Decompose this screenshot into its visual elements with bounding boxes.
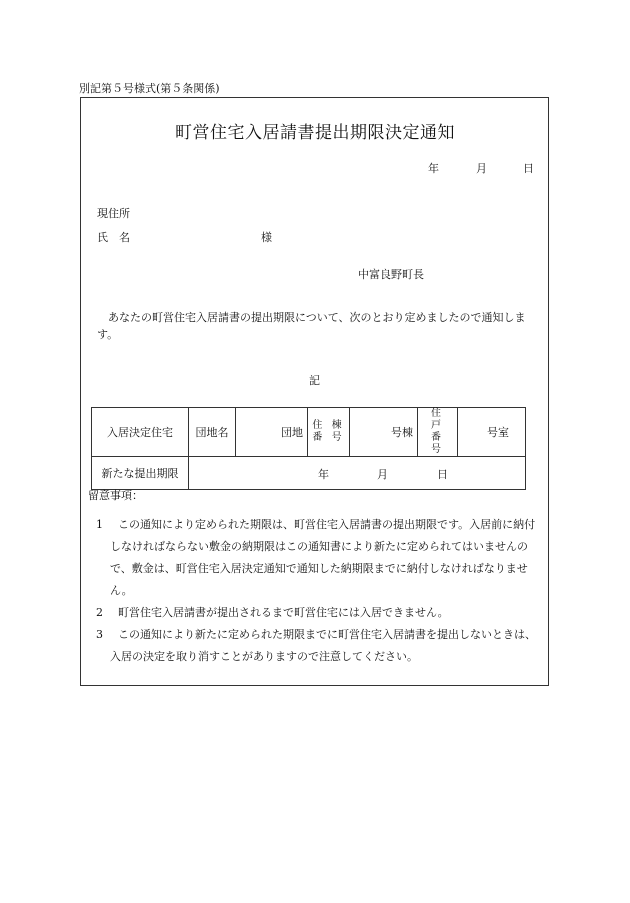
table-row (92, 457, 526, 490)
list-item (96, 514, 546, 602)
list-item (96, 624, 546, 668)
notes-list (96, 514, 546, 668)
date-year-label: 年 (428, 162, 439, 175)
building-suffix: 号棟 (350, 408, 418, 457)
room-suffix: 号室 (458, 408, 526, 457)
housing-info-table (91, 407, 526, 490)
note-number: 1 (96, 518, 103, 531)
unit-number-label (418, 408, 458, 457)
note-text: 町営住宅入居請書が提出されるまで町営住宅には入居できません。 (118, 606, 449, 619)
name-label: 氏 名 (97, 231, 130, 244)
deadline-label-cell: 新たな提出期限 (92, 457, 189, 490)
date-day-label: 日 (523, 162, 534, 175)
deadline-day: 日 (437, 468, 448, 481)
deadline-date-cell (189, 457, 526, 490)
building-number-top: 住 棟 (312, 420, 345, 431)
deadline-year: 年 (318, 468, 329, 481)
building-number-label (308, 408, 350, 457)
address-label: 現住所 (97, 207, 130, 220)
danchi-suffix: 団地 (236, 408, 308, 457)
ki-heading: 記 (309, 374, 320, 387)
deadline-month: 月 (377, 468, 388, 481)
notes-heading: 留意事項： (88, 489, 143, 502)
date-month-label: 月 (476, 162, 487, 175)
note-text: この通知により定められた期限は、町営住宅入居請書の提出期限です。入居前に納付しなければならない敷金の納期限はこの通知書により新たに定められてはいませんので、敷金は、町営住宅入居決定通知で通知した納期限までに納付しなければなりません。 (110, 518, 536, 597)
note-number: 2 (96, 606, 103, 619)
housing-label-cell: 入居決定住宅 (92, 408, 189, 457)
table-row (92, 408, 526, 457)
unit-number-bottom: 番 号 (431, 432, 444, 455)
note-number: 3 (96, 628, 103, 641)
note-text: この通知により新たに定められた期限までに町営住宅入居請書を提出しないときは、入居の決定を取り消すことがありますので注意してください。 (110, 628, 536, 663)
form-number-label: 別記第５号様式(第５条関係) (79, 82, 220, 95)
unit-number-top: 住 戸 (431, 408, 444, 431)
notice-body: あなたの町営住宅入居請書の提出期限について、次のとおり定めましたので通知します。 (97, 311, 526, 341)
building-number-bottom: 番 号 (312, 432, 345, 443)
document-title: 町営住宅入居請書提出期限決定通知 (175, 123, 455, 143)
list-item (96, 602, 546, 624)
honorific-label: 様 (261, 231, 272, 244)
danchi-name-label: 団地名 (189, 408, 236, 457)
sender-name: 中富良野町長 (358, 268, 424, 281)
